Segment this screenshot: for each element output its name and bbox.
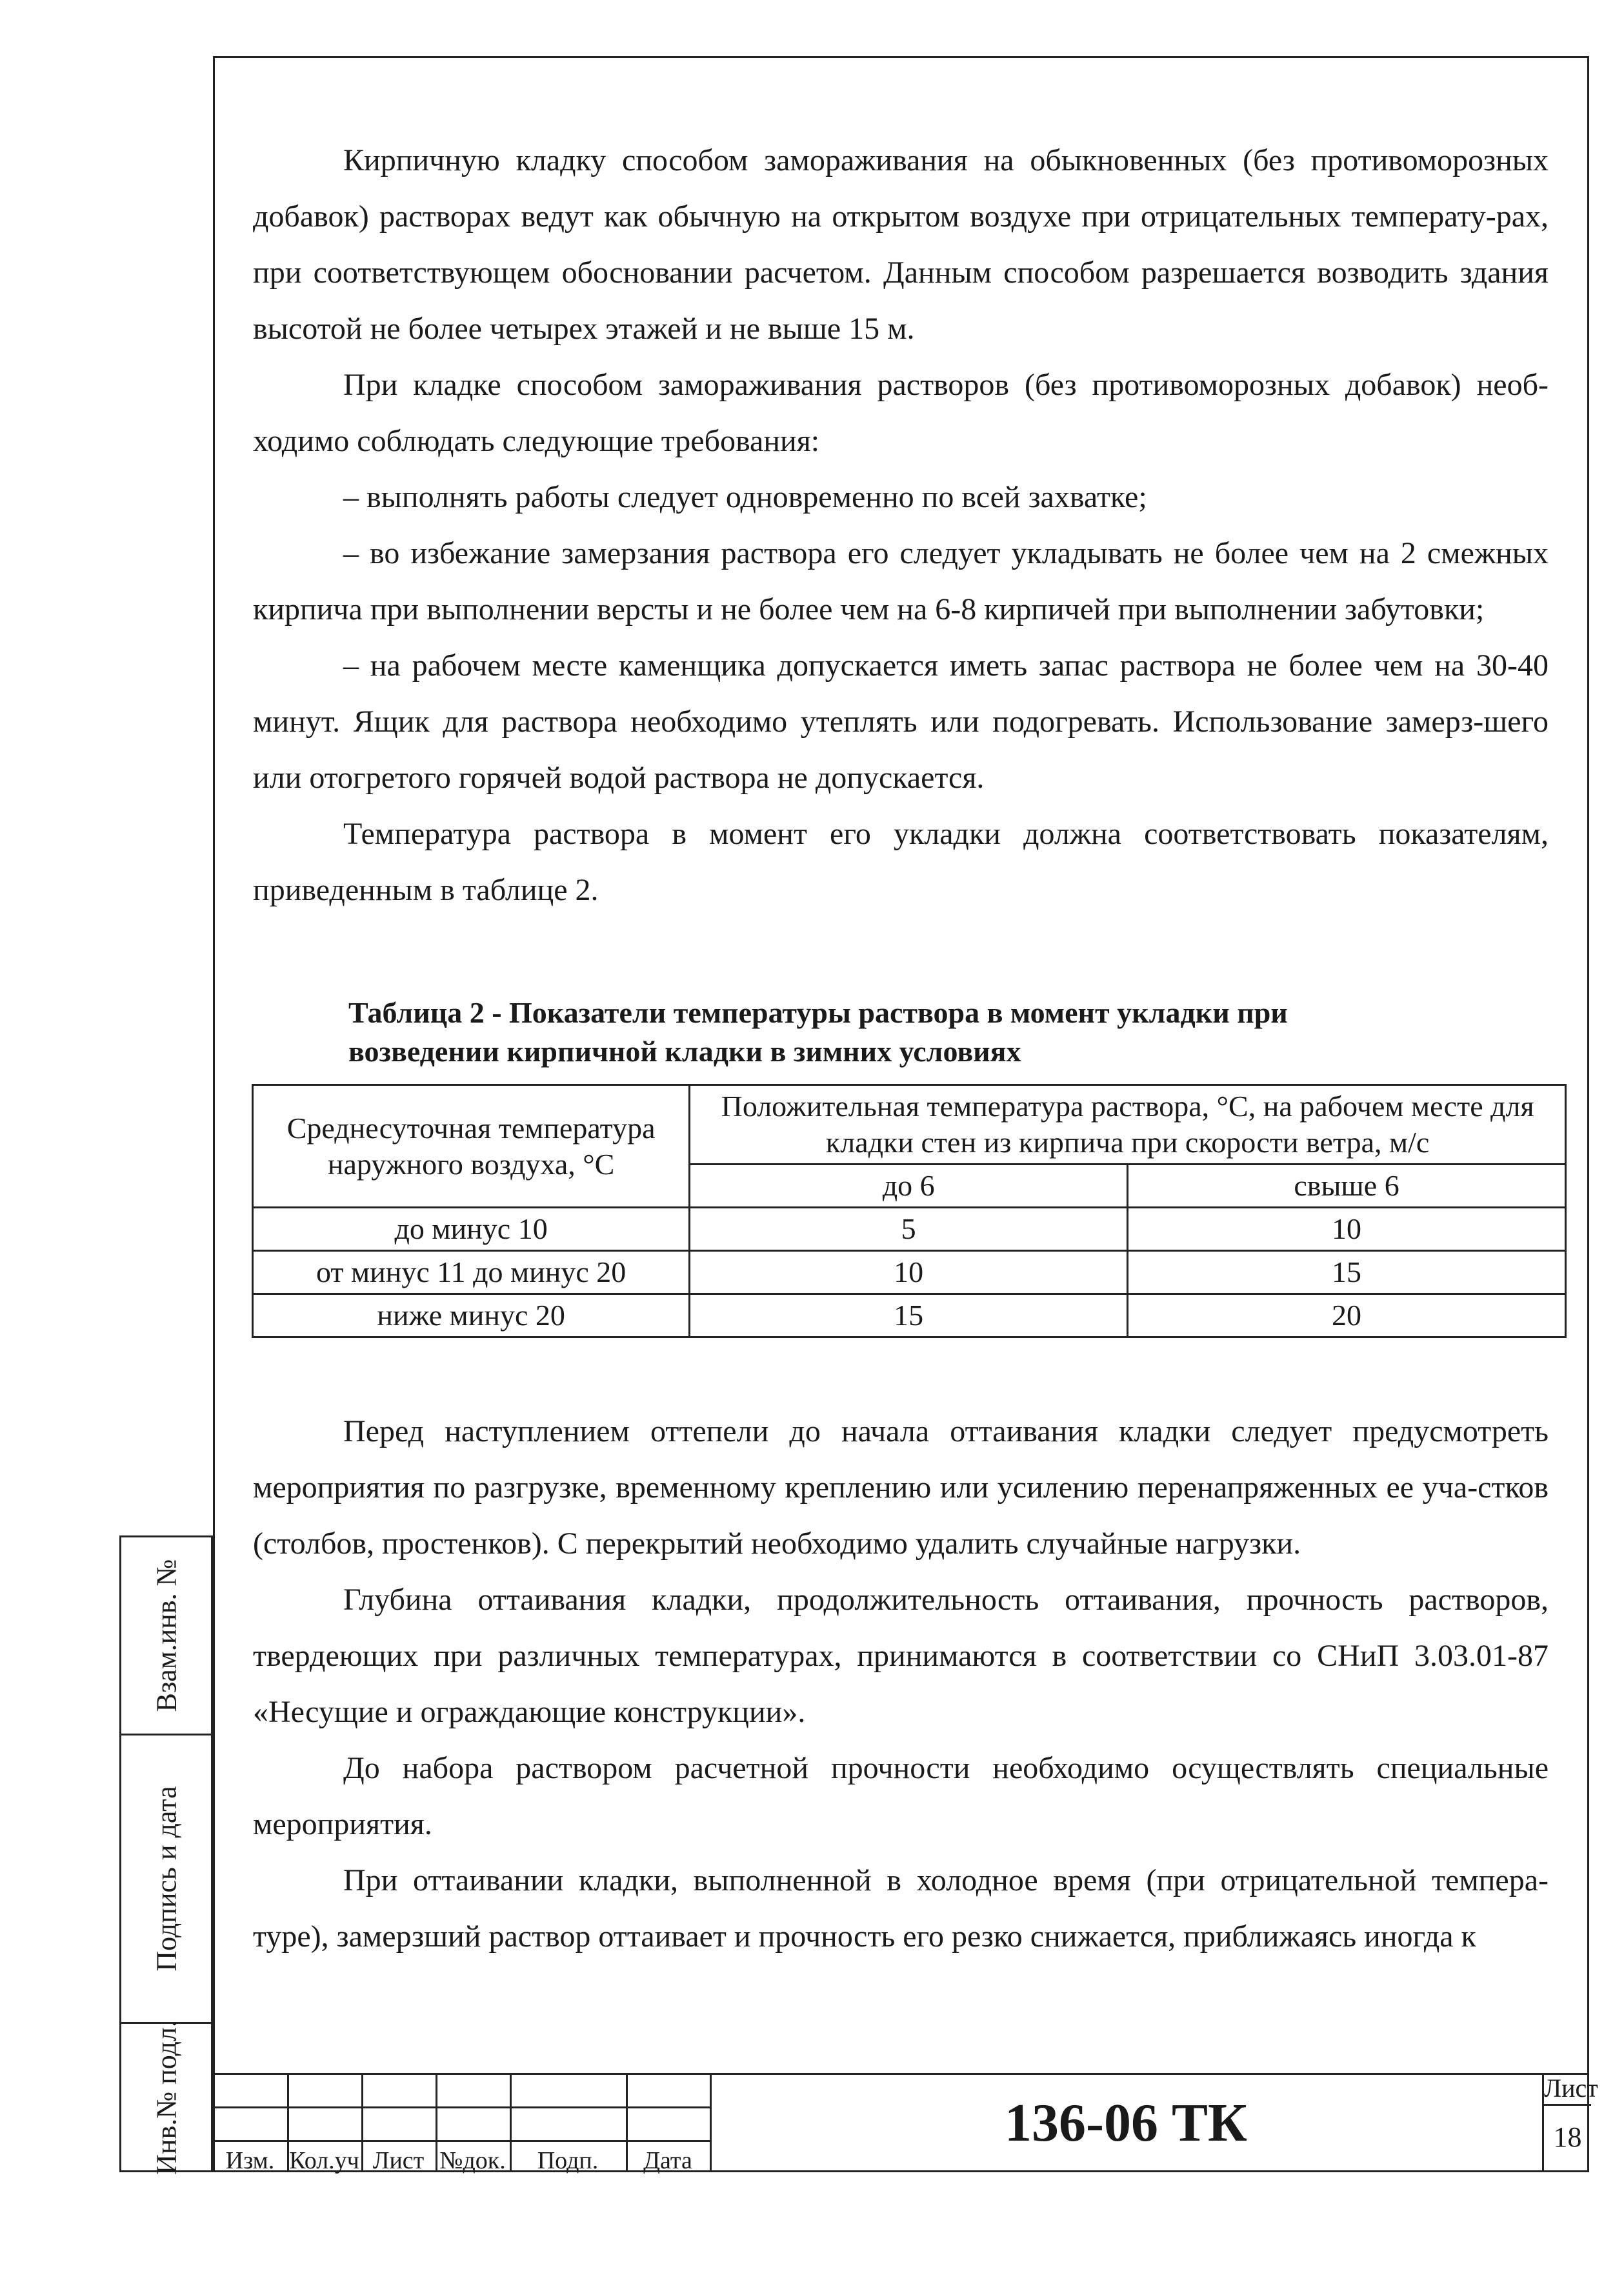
table-caption: [348, 994, 1510, 1071]
revision-label: Изм.: [225, 2147, 275, 2174]
list-item: – выполнять работы следует одновременно по всей захватке;: [343, 480, 1147, 514]
sheet-label: Лист: [1544, 2073, 1591, 2106]
side-stamp-vzam: Взам.инв. №: [119, 1535, 213, 1735]
table-cell: от минус 11 до минус 20: [253, 1251, 690, 1294]
revision-label: Кол.уч: [289, 2147, 359, 2174]
title-block: [213, 2073, 1598, 2174]
paragraph: Перед наступлением оттепели до начала оттаивания кладки следует предусмотреть мероприятия по разгрузке, временному креплению или усилению перенапряженных ее уча-стков (столбов, простенков). С перекрытий необходимо удалить случайные нагрузки.: [253, 1414, 1549, 1561]
table-subheader: свыше 6: [1128, 1165, 1566, 1208]
temperature-table: [252, 1084, 1567, 1338]
list-item: – во избежание замерзания раствора его следует укладывать не более чем на 2 смежных кирпича при выполнении версты и не более чем на 6-8 кирпичей при выполнении забутовки;: [253, 536, 1549, 626]
table-subheader: до 6: [690, 1165, 1128, 1208]
side-stamp-podpis: Подпись и дата: [119, 1734, 213, 2024]
table-cell: 10: [1128, 1208, 1566, 1251]
side-stamp: [119, 1535, 213, 2175]
revision-grid: [213, 2073, 712, 2172]
revision-label: №док.: [439, 2147, 506, 2174]
table-cell: 20: [1128, 1294, 1566, 1337]
list-item: – на рабочем месте каменщика допускается иметь запас раствора не более чем на 30-40 минут. Ящик для раствора необходимо утеплять или подогревать. Использование замерз-шего или отогретого горячей водой раствора не допускается.: [253, 648, 1549, 795]
paragraph: Кирпичную кладку способом замораживания на обыкновенных (без противоморозных добавок) растворах ведут как обычную на открытом воздухе при отрицательных температу-рах, при соответствующем обосновании расчетом. Данным способом разрешается возводить здания высотой не более четырех этажей и не выше 15 м.: [253, 143, 1549, 346]
body-text-bottom: [253, 1403, 1549, 1965]
paragraph: При кладке способом замораживания растворов (без противоморозных добавок) необ-ходимо соблюдать следующие требования:: [253, 368, 1549, 458]
table-cell: ниже минус 20: [253, 1294, 690, 1337]
table-cell: 5: [690, 1208, 1128, 1251]
sheet-number: 18: [1553, 2121, 1582, 2153]
sheet-box: [1542, 2073, 1598, 2172]
table-cell: 15: [1128, 1251, 1566, 1294]
table-caption-line: Таблица 2 - Показатели температуры раствора в момент укладки при: [348, 996, 1288, 1029]
table-header-air-temp: Среднесуточная температура наружного воздуха, °С: [253, 1085, 690, 1208]
table-row: [253, 1251, 1566, 1294]
paragraph: При оттаивании кладки, выполненной в холодное время (при отрицательной темпера-туре), замерзший раствор оттаивает и прочность его резко снижается, приближаясь иногда к: [253, 1863, 1549, 1954]
paragraph: Температура раствора в момент его укладки должна соответствовать показателям, приведенным в таблице 2.: [253, 817, 1549, 907]
table-cell: до минус 10: [253, 1208, 690, 1251]
table-cell: 10: [690, 1251, 1128, 1294]
revision-label: Дата: [643, 2147, 692, 2174]
revision-label: Подп.: [537, 2147, 599, 2174]
document-code: 136-06 ТК: [1005, 2092, 1247, 2153]
table-header-group: Положительная температура раствора, °С, на рабочем месте для кладки стен из кирпича при скорости ветра, м/с: [690, 1085, 1566, 1165]
body-text-top: [253, 132, 1549, 918]
side-stamp-inv: Инв.№ подл.: [119, 2022, 213, 2172]
paragraph: Глубина оттаивания кладки, продолжительность оттаивания, прочность растворов, твердеющих при различных температурах, принимаются в соответствии со СНиП 3.03.01-87 «Несущие и ограждающие конструкции».: [253, 1583, 1549, 1729]
revision-label: Лист: [372, 2147, 425, 2174]
paragraph: До набора раствором расчетной прочности необходимо осуществлять специальные мероприятия.: [253, 1751, 1549, 1841]
table-row: [253, 1294, 1566, 1337]
table-caption-line: возведении кирпичной кладки в зимних условиях: [348, 1035, 1021, 1068]
table-row: [253, 1208, 1566, 1251]
table-cell: 15: [690, 1294, 1128, 1337]
